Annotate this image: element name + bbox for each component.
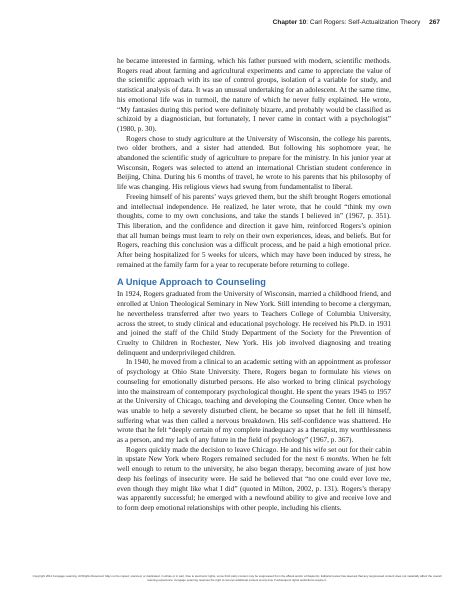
page-number: 267: [429, 19, 440, 26]
text-run: Rogers quickly made the decision to leave Chicago. He and his wife set out for their cabin in upstate New York where Rogers remained secluded for the next 6: [117, 444, 391, 464]
paragraph: he became interested in farming, which his father pursued with modern, scientific methods. Rogers read about farming and agricultural experiments and came to appreciate the value of the scientific approach with its use of control groups, isolation of a variable for study, and statistical analysis of data. It was an unusual undertaking for an adolescent. At the same time, his emotional life was in turmoil, the nature of which he never fully explained. He wrote, “My fantasies during this period were definitely bizarre, and probably would be classified as schizoid by a diagnostician, but fortunately, I never came in contact with a psychologist” (1980, p. 30).: [117, 56, 391, 133]
paragraph-last: [117, 445, 391, 513]
chapter-number: Chapter 10: [272, 19, 307, 26]
copyright-footer: Copyright 2012 Cengage Learning. All Rights Reserved. May not be copied, scanned, or duplicated, in whole or in part. Due to electronic rights, some third party content may be suppressed from the eBook and/or eChapter(s). Editorial review has deemed that any suppressed content does not materially affect the overall learning experience. Cengage Learning reserves the right to remove additional content at any time if subsequent rights restrictions require it.: [32, 574, 442, 582]
text-run: , even though they might like what I did” (quoted in Milton, 2002, p. 131). Rogers’s therapy was apparently successful; he emerged with a newfound ability to give and receive love and to form deep emotional relationships with other people, including his clients.: [117, 473, 391, 512]
running-header: [273, 19, 440, 26]
section-heading: A Unique Approach to Counseling: [117, 277, 266, 288]
italic-text: me: [380, 473, 390, 483]
italic-text: months: [326, 454, 348, 464]
header-colon: :: [306, 19, 310, 26]
paragraph: In 1940, he moved from a clinical to an academic setting with an appointment as professor of psychology at Ohio State University. There, Rogers began to formulate his views on counseling for emotionally disturbed persons. He also worked to bring clinical psychology into the mainstream of contemporary psychological thought. He spent the years 1945 to 1957 at the University of Chicago, teaching and developing the Counseling Center. Once when he was unable to help a severely disturbed client, he became so upset that he fell ill himself, suffering what was then called a nervous breakdown. His self-confidence was shattered. He wrote that he felt “deeply certain of my complete inadequacy as a therapist, my worthlessness as a person, and my lack of any future in the field of psychology” (1967, p. 367).: [117, 357, 391, 445]
paragraph: Rogers chose to study agriculture at the University of Wisconsin, the college his parents, two older brothers, and a sister had attended. But following his sophomore year, he abandoned the scientific study of agriculture to prepare for the ministry. In his junior year at Wisconsin, Rogers was selected to attend an international Christian student conference in Beijing, China. During his 6 months of travel, he wrote to his parents that his philosophy of life was changing. His religious views had swung from fundamentalist to liberal.: [117, 133, 391, 192]
chapter-title: Carl Rogers: Self-Actualization Theory: [309, 19, 421, 26]
page-body: [117, 56, 391, 513]
paragraph: Freeing himself of his parents’ ways grieved them, but the shift brought Rogers emotional and intellectual independence. He realized, he later wrote, that he could “think my own thoughts, come to my own conclusions, and take the stands I believed in” (1967, p. 351). This liberation, and the confidence and direction it gave him, reinforced Rogers’s opinion that all human beings must learn to rely on their own experiences, ideas, and beliefs. But for Rogers, reaching this conclusion was a difficult process, and he paid a high emotional price. After being hospitalized for 5 weeks for ulcers, which may have been induced by stress, he remained at the family farm for a year to recuperate before returning to college.: [117, 191, 391, 269]
paragraph: In 1924, Rogers graduated from the University of Wisconsin, married a childhood friend, and enrolled at Union Theological Seminary in New York. Still intending to become a clergyman, he nevertheless transferred after two years to Teachers College of Columbia University, across the street, to study clinical and educational psychology. He received his Ph.D. in 1931 and joined the staff of the Child Study Department of the Society for the Prevention of Cruelty to Children in Rochester, New York. His job involved diagnosing and treating delinquent and underprivileged children.: [117, 289, 391, 357]
text-run: . When he felt well enough to return to the university, he also began therapy, becoming aware of just how deep his feelings of insecurity were. He said he believed that “no one could ever love: [117, 454, 391, 483]
